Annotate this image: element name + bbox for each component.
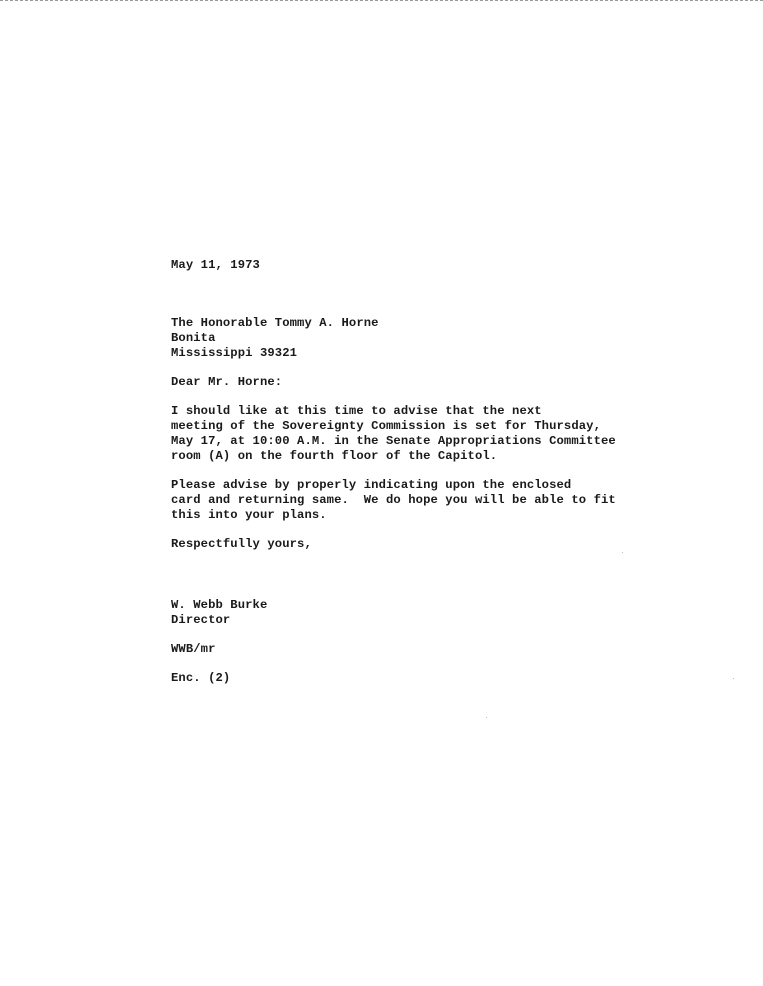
letter-date-block	[171, 258, 641, 273]
paragraph-line: room (A) on the fourth floor of the Capitol.	[171, 449, 498, 463]
paragraph-line: Please advise by properly indicating upon the enclosed	[171, 478, 572, 492]
page-top-edge	[0, 0, 763, 1]
complimentary-close: Respectfully yours,	[171, 537, 312, 551]
signer-name: W. Webb Burke	[171, 598, 268, 612]
recipient-state-zip: Mississippi 39321	[171, 346, 298, 360]
letter-body	[171, 258, 641, 686]
scan-speck	[622, 552, 623, 553]
signature-block	[171, 598, 641, 628]
paragraph-line: this into your plans.	[171, 508, 327, 522]
paragraph-line: meeting of the Sovereignty Commission is set for Thursday,	[171, 419, 601, 433]
enclosure-block	[171, 671, 641, 686]
letter-date: May 11, 1973	[171, 258, 260, 272]
reference-initials-block	[171, 642, 641, 657]
paragraph-meeting-notice	[171, 404, 641, 464]
closing-block	[171, 537, 641, 552]
reference-initials: WWB/mr	[171, 642, 216, 656]
paragraph-line: card and returning same. We do hope you will be able to fit	[171, 493, 616, 507]
paragraph-line: I should like at this time to advise that the next	[171, 404, 542, 418]
recipient-name: The Honorable Tommy A. Horne	[171, 316, 379, 330]
scan-speck	[733, 678, 734, 679]
recipient-town: Bonita	[171, 331, 216, 345]
recipient-address	[171, 316, 641, 361]
salutation-block	[171, 375, 641, 390]
enclosure-notation: Enc. (2)	[171, 671, 231, 685]
salutation: Dear Mr. Horne:	[171, 375, 283, 389]
scan-speck	[486, 717, 487, 718]
paragraph-request	[171, 478, 641, 523]
signer-title: Director	[171, 613, 231, 627]
paragraph-line: May 17, at 10:00 A.M. in the Senate Appropriations Committee	[171, 434, 616, 448]
